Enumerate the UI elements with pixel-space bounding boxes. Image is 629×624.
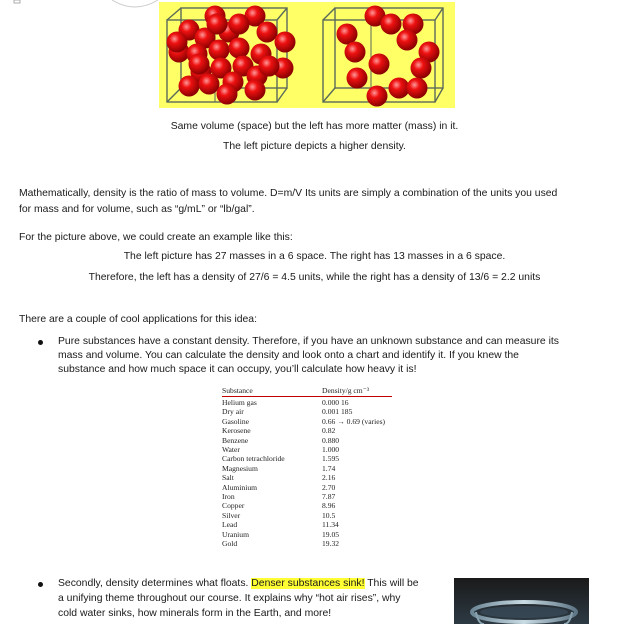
mass-sphere <box>179 76 200 97</box>
table-header-substance: Substance <box>222 386 253 395</box>
mass-sphere <box>275 32 296 53</box>
substance-cell: Dry air <box>222 407 244 417</box>
table-row <box>222 426 402 435</box>
density-cell: 1.74 <box>322 463 336 473</box>
table-header-density: Density/g cm⁻³ <box>322 386 369 395</box>
figure-caption-2: The left picture depicts a higher density. <box>223 141 406 152</box>
density-cell: 0.66 → 0.69 (varies) <box>322 416 386 426</box>
mass-sphere <box>411 58 432 79</box>
beaker-photo <box>454 578 589 624</box>
mass-sphere <box>209 40 230 61</box>
substance-cell: Lead <box>222 520 238 530</box>
mass-sphere <box>229 14 250 35</box>
example-line-2: Therefore, the left has a density of 27/6 = 4.5 units, while the right has a density of 13/6 = 2.2 units <box>88 272 541 283</box>
table-row <box>222 501 402 510</box>
mass-sphere <box>217 84 238 105</box>
substance-cell: Gold <box>222 539 238 548</box>
substance-cell: Gasoline <box>222 416 249 426</box>
table-row <box>222 454 402 463</box>
mass-sphere <box>167 32 188 53</box>
mass-sphere <box>397 30 418 51</box>
density-cell: 0.880 <box>322 435 340 445</box>
mass-sphere <box>337 24 358 45</box>
substance-cell: Benzene <box>222 435 249 445</box>
mass-sphere <box>229 38 250 59</box>
mass-sphere <box>207 14 228 35</box>
example-intro: For the picture above, we could create an example like this: <box>19 232 293 243</box>
substance-cell: Helium gas <box>222 398 257 407</box>
table-row <box>222 417 402 426</box>
table-row <box>222 539 402 548</box>
bullet-2-line-3: cold water sinks, how minerals form in the Earth, and more! <box>58 608 332 619</box>
table-row <box>222 464 402 473</box>
bullet-1-line-1: Pure substances have a constant density. Therefore, if you have an unknown substance and can measure its <box>58 336 559 347</box>
density-cell: 0.82 <box>322 426 336 436</box>
top-edge-artifact <box>0 0 180 10</box>
table-row <box>222 445 402 454</box>
mass-sphere <box>345 42 366 63</box>
mass-sphere <box>189 54 210 75</box>
substance-cell: Magnesium <box>222 463 258 473</box>
table-row <box>222 398 402 407</box>
mass-sphere <box>347 68 368 89</box>
table-row <box>222 511 402 520</box>
substance-cell: Silver <box>222 510 241 520</box>
definition-line-2: for mass and for volume, such as “g/mL” or “lb/gal”. <box>19 204 255 215</box>
density-cell: 2.70 <box>322 482 336 492</box>
definition-line-1: Mathematically, density is the ratio of mass to volume. D=m/V Its units are simply a combination of the units you used <box>19 188 558 199</box>
mass-sphere <box>407 78 428 99</box>
mass-sphere <box>369 54 390 75</box>
substance-cell: Aluminium <box>222 482 258 492</box>
density-cell: 11.34 <box>322 520 339 530</box>
density-cell: 10.5 <box>322 510 336 520</box>
bullet-1-line-2: mass and volume. You can calculate the density and look onto a chart and identify it. If you knew the <box>58 350 519 361</box>
table-row <box>222 473 402 482</box>
highlighted-text: Denser substances sink! <box>251 578 365 589</box>
density-cell: 19.05 <box>322 529 340 539</box>
bullet-1-line-3: substance and how much space it can occupy, you’ll calculate how heavy it is! <box>58 364 417 375</box>
mass-sphere <box>389 78 410 99</box>
mass-sphere <box>367 86 388 107</box>
mass-sphere <box>199 74 220 95</box>
substance-cell: Salt <box>222 473 234 483</box>
density-cell: 1.000 <box>322 445 340 454</box>
density-cell: 0.000 16 <box>322 398 349 407</box>
bullet-2-line-1 <box>58 578 419 589</box>
substance-cell: Kerosene <box>222 426 251 436</box>
table-row <box>222 492 402 501</box>
density-cell: 2.16 <box>322 473 336 483</box>
applications-intro: There are a couple of cool applications for this idea: <box>19 314 257 325</box>
example-line-1: The left picture has 27 masses in a 6 space. The right has 13 masses in a 6 space. <box>123 251 506 262</box>
table-row <box>222 530 402 539</box>
density-figure <box>159 2 455 108</box>
substance-cell: Uranium <box>222 529 249 539</box>
density-cell: 7.87 <box>322 492 336 501</box>
table-row <box>222 520 402 529</box>
table-row <box>222 483 402 492</box>
mass-sphere <box>381 14 402 35</box>
mass-sphere <box>245 80 266 101</box>
bullet-2-marker <box>38 582 43 587</box>
density-cell: 8.96 <box>322 501 336 511</box>
bullet-2-text-after: This will be <box>364 578 419 589</box>
density-cell: 0.001 185 <box>322 407 353 417</box>
table-row <box>222 436 402 445</box>
substance-cell: Carbon tetrachloride <box>222 454 285 464</box>
substance-cell: Iron <box>222 492 235 501</box>
mass-sphere <box>257 22 278 43</box>
density-cell: 19.32 <box>322 539 340 548</box>
figure-caption-1: Same volume (space) but the left has more matter (mass) in it. <box>170 121 459 132</box>
table-row <box>222 407 402 416</box>
bullet-2-line-2: a unifying theme throughout our course. It explains why “hot air rises”, why <box>58 593 401 604</box>
bullet-1-marker <box>38 340 43 345</box>
mass-sphere <box>259 56 280 77</box>
density-cell: 1.595 <box>322 454 340 464</box>
table-header-rule <box>222 396 392 397</box>
substance-cell: Water <box>222 445 240 454</box>
bullet-2-text-before: Secondly, density determines what floats. <box>58 578 252 589</box>
substance-cell: Copper <box>222 501 245 511</box>
